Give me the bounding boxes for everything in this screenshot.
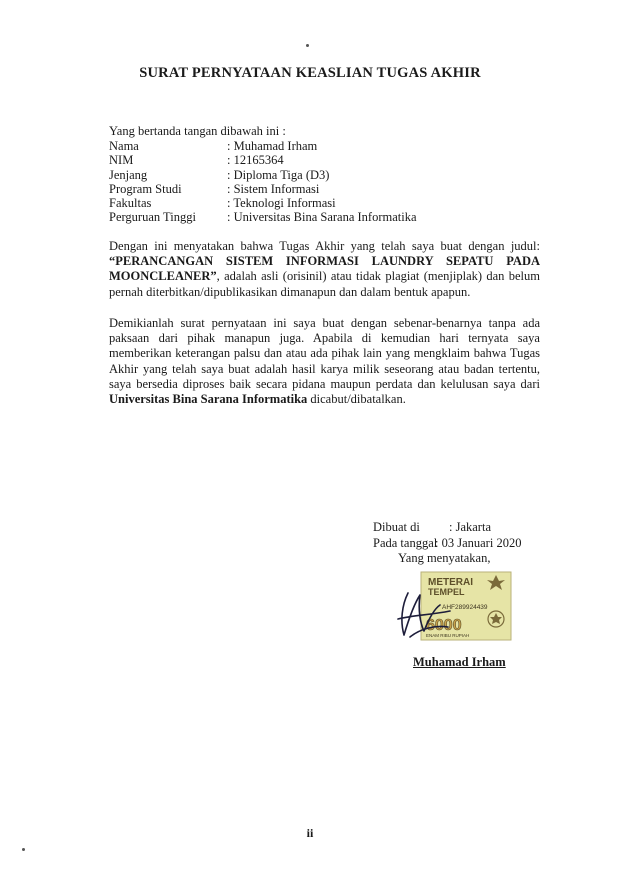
signing-info xyxy=(373,520,521,551)
field-value: : Muhamad Irham xyxy=(227,139,318,153)
statement-lead: Dengan ini menyatakan bahwa Tugas Akhir yang telah saya buat dengan judul: xyxy=(109,239,540,253)
field-label: Jenjang xyxy=(109,167,148,182)
identity-row xyxy=(109,168,417,182)
university-name: Universitas Bina Sarana Informatika xyxy=(109,392,308,407)
stamp-line1: METERAI xyxy=(428,577,473,588)
intro-line: Yang bertanda tangan dibawah ini : xyxy=(109,124,286,138)
field-label: Fakultas xyxy=(109,196,152,211)
place-label: Dibuat di xyxy=(373,520,420,534)
closing-text: Yang menyatakan, xyxy=(398,551,491,565)
signer-name: Muhamad Irham xyxy=(413,655,506,669)
field-label: Program Studi xyxy=(109,181,182,196)
field-value: : Teknologi Informasi xyxy=(227,196,336,211)
identity-table xyxy=(109,139,417,225)
field-value: : 12165364 xyxy=(227,153,284,168)
page-number: ii xyxy=(306,826,314,840)
date-value: : 03 Januari 2020 xyxy=(435,535,522,550)
statement-paragraph xyxy=(109,239,540,300)
identity-row xyxy=(109,153,417,167)
field-value: : Sistem Informasi xyxy=(227,181,320,196)
stamp-words: ENAM RIBU RUPIAH xyxy=(426,633,470,638)
identity-row xyxy=(109,139,417,153)
declaration-text: Demikianlah surat pernyataan ini saya buat dengan sebenar-benarnya tanpa ada paksaan dari pihak manapun juga. Apabila di kemudian hari ternyata saya memberikan keterangan palsu dan atau ada pihak lain yang mengklaim bahwa Tugas Akhir yang telah saya buat adalah hasil karya milik seseorang atau badan tertentu, saya bersedia diproses baik secara pidana maupun perdata dan kelulusan saya dari xyxy=(109,316,540,391)
field-label: Nama xyxy=(109,139,139,153)
identity-row xyxy=(109,210,417,224)
place-value: : Jakarta xyxy=(449,520,491,534)
thesis-title: “PERANCANGAN SISTEM INFORMASI LAUNDRY SEPATU PADA MOONCLEANER” xyxy=(109,254,540,284)
identity-row xyxy=(109,182,417,196)
statement-rest: , adalah asli (orisinil) atau tidak plagiat (menjiplak) dan belum pernah diterbitkan/dipublikasikan dimanapun dan dalam bentuk apapun. xyxy=(109,269,540,299)
declaration-paragraph xyxy=(109,316,540,407)
field-value: : Diploma Tiga (D3) xyxy=(227,167,330,182)
scan-speck xyxy=(306,44,309,47)
declaration-end: dicabut/dibatalkan. xyxy=(307,392,406,407)
document-title: SURAT PERNYATAAN KEASLIAN TUGAS AKHIR xyxy=(139,65,481,81)
handwritten-signature xyxy=(390,585,460,645)
stamp-amount: 6000 xyxy=(426,617,462,634)
date-label: Pada tanggal xyxy=(373,535,438,550)
field-label: Perguruan Tinggi xyxy=(109,210,196,225)
field-value: : Universitas Bina Sarana Informatika xyxy=(227,210,417,225)
field-label: NIM xyxy=(109,153,134,168)
date-row xyxy=(373,536,521,552)
stamp-serial: AHF289924439 xyxy=(442,604,488,611)
stamp-line2: TEMPEL xyxy=(428,587,465,597)
identity-row xyxy=(109,196,417,210)
place-row xyxy=(373,520,521,536)
scan-speck xyxy=(22,848,25,851)
